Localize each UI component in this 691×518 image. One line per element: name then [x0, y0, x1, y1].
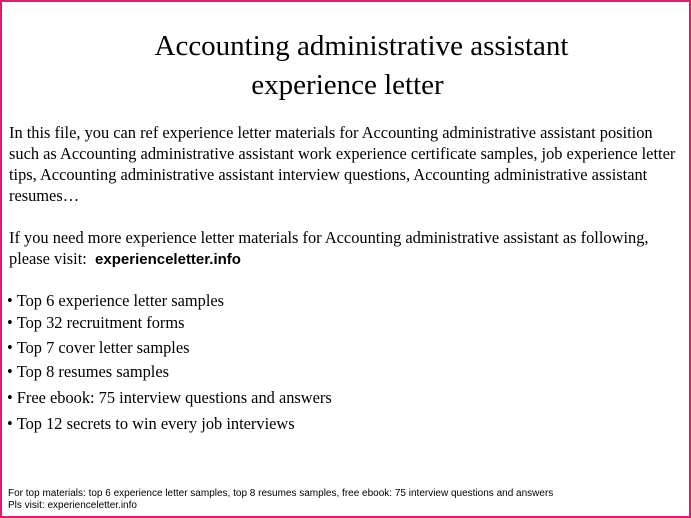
- more-info-text: If you need more experience letter materials for Accounting administrative assistant as following, please visit:: [9, 228, 649, 268]
- list-item-text: Top 12 secrets to win every job interviews: [16, 414, 295, 433]
- list-item-text: Top 7 cover letter samples: [16, 338, 190, 357]
- title-line-1: Accounting administrative assistant: [154, 30, 569, 62]
- list-item: • Top 32 recruitment forms: [7, 313, 185, 332]
- footer-line-2: Pls visit: experienceletter.info: [8, 500, 137, 511]
- intro-paragraph: In this file, you can ref experience letter materials for Accounting administrative assistant position such as Accounting administrative assistant work experience certificate samples, job experience letter tips, Accounting administrative assistant interview questions, Accounting administrative assistant resumes…: [9, 123, 676, 205]
- list-item: • Top 8 resumes samples: [7, 362, 170, 381]
- list-item-text: Top 6 experience letter samples: [16, 291, 225, 310]
- list-item: • Top 7 cover letter samples: [7, 338, 190, 357]
- footer-line-1: For top materials: top 6 experience letter samples, top 8 resumes samples, free ebook: 75 interview questions and answers: [8, 488, 554, 499]
- list-item: • Top 12 secrets to win every job interviews: [7, 414, 295, 433]
- website-link[interactable]: experienceletter.info: [95, 251, 241, 268]
- list-item-text: Free ebook: 75 interview questions and answers: [16, 388, 332, 407]
- more-info-paragraph: [9, 227, 685, 270]
- list-item: • Top 6 experience letter samples: [7, 291, 225, 310]
- list-item-text: Top 32 recruitment forms: [16, 313, 185, 332]
- footer: [8, 488, 553, 512]
- list-item-text: Top 8 resumes samples: [16, 362, 170, 381]
- list-item: • Free ebook: 75 interview questions and answers: [7, 388, 332, 407]
- title-line-2: experience letter: [251, 69, 444, 101]
